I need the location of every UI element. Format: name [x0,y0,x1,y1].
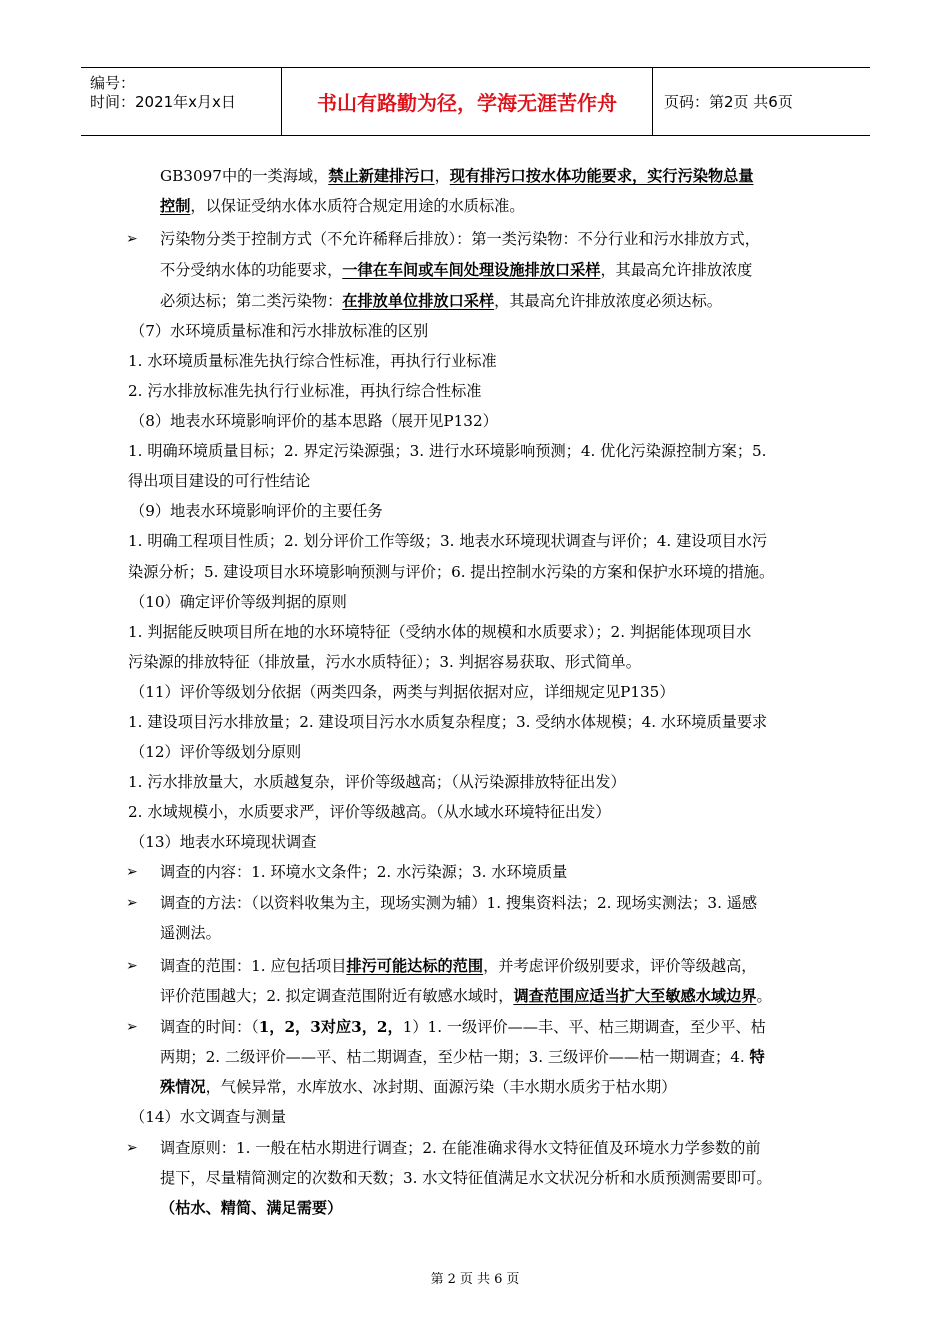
bullet-text: 调查原则：1. 一般在枯水期进行调查；2. 在能准确求得水文特征值及环境水力学参数的前 [160,1139,761,1157]
time-label: 时间：2021年x月x日 [90,93,236,111]
para-line: 提下，尽量精简测定的次数和天数；3. 水文特征值满足水文状况分析和水质预测需要即可。 [160,1169,772,1187]
para-line: 1. 建设项目污水排放量；2. 建设项目污水水质复杂程度；3. 受纳水体规模；4. 水环境质量要求 [128,713,768,731]
bullet-text: 污染物分类于控制方式（不允许稀释后排放）：第一类污染物：不分行业和污水排放方式， [160,230,760,248]
para-line: 1. 水环境质量标准先执行综合性标准，再执行行业标准 [128,352,497,370]
section-heading: （14）水文调查与测量 [130,1108,287,1126]
arrow-bullet-icon: ➢ [126,231,138,247]
arrow-bullet-icon: ➢ [126,1140,138,1156]
bullet-text: 调查的方法：（以资料收集为主，现场实测为辅）1. 搜集资料法；2. 现场实测法；3. 遥感 [160,894,758,912]
para-line: 1. 明确环境质量目标；2. 界定污染源强；3. 进行水环境影响预测；4. 优化污染源控制方案；5. [128,442,767,460]
arrow-bullet-icon: ➢ [126,1019,138,1035]
para-line: 必须达标；第二类污染物：在排放单位排放口采样，其最高允许排放浓度必须达标。 [160,292,722,310]
arrow-bullet-icon: ➢ [126,895,138,911]
section-heading: （8）地表水环境影响评价的基本思路（展开见P132） [130,412,498,430]
section-heading: （13）地表水环境现状调查 [130,833,317,851]
bullet-text: 调查的范围：1. 应包括项目排污可能达标的范围，并考虑评价级别要求，评价等级越高， [160,957,757,975]
para-line: 1. 判据能反映项目所在地的水环境特征（受纳水体的规模和水质要求）；2. 判据能体现项目水 [128,623,752,641]
emphasis: 特 [749,1048,765,1066]
section-heading: （9）地表水环境影响评价的主要任务 [130,502,383,520]
bullet-text: 调查的时间：（1，2，3对应3，2，1）1. 一级评价——丰、平、枯三期调查，至少平、枯 [160,1018,766,1036]
para-line: 殊情况，气候异常，水库放水、冰封期、面源污染（丰水期水质劣于枯水期） [160,1078,677,1096]
section-heading: （11）评价等级划分依据（两类四条，两类与判据依据对应，详细规定见P135） [130,683,675,701]
para-line: 评价范围越大；2. 拟定调查范围附近有敏感水域时，调查范围应适当扩大至敏感水域边界。 [160,987,772,1005]
section-heading: （10）确定评价等级判据的原则 [130,593,347,611]
para-line: 得出项目建设的可行性结论 [128,472,311,490]
para-line: 控制，以保证受纳水体水质符合规定用途的水质标准。 [160,197,525,215]
emphasis: 在排放单位排放口采样 [342,292,495,310]
page-header [81,67,870,136]
arrow-bullet-icon: ➢ [126,958,138,974]
section-heading: （12）评价等级划分原则 [130,743,302,761]
para-line: GB3097中的一类海域，禁止新建排污口，现有排污口按水体功能要求，实行污染物总量 [160,167,754,185]
para-line: 染源分析；5. 建设项目水环境影响预测与评价；6. 提出控制水污染的方案和保护水环境的措施。 [128,563,775,581]
emphasis: 控制 [160,197,191,215]
para-line: 1. 明确工程项目性质；2. 划分评价工作等级；3. 地表水环境现状调查与评价；4. 建设项目水污 [128,532,768,550]
para-line: 遥测法。 [160,924,221,942]
emphasis: 排污可能达标的范围 [346,957,484,975]
para-line: 1. 污水排放量大，水质越复杂，评价等级越高；（从污染源排放特征出发） [128,773,626,791]
para-line: （枯水、精简、满足需要） [160,1199,343,1217]
page-total: 6 [494,1272,503,1287]
emphasis: 一律在车间或车间处理设施排放口采样 [342,261,601,279]
para-line: 2. 污水排放标准先执行行业标准，再执行综合性标准 [128,382,482,400]
header-motto: 书山有路勤为径，学海无涯苦作舟 [281,68,653,135]
para-line: 不分受纳水体的功能要求，一律在车间或车间处理设施排放口采样，其最高允许排放浓度 [160,261,753,279]
serial-label: 编号： [90,74,136,92]
emphasis: 调查范围应适当扩大至敏感水域边界 [513,987,757,1005]
para-line: 污染源的排放特征（排放量，污水水质特征）；3. 判据容易获取、形式简单。 [128,653,641,671]
emphasis: 禁止新建排污口 [328,167,435,185]
page-number: 2 [447,1272,456,1287]
bullet-text: 调查的内容：1. 环境水文条件；2. 水污染源；3. 水环境质量 [160,863,568,881]
emphasis: 现有排污口按水体功能要求，实行污染物总量 [449,167,754,185]
section-heading: （7）水环境质量标准和污水排放标准的区别 [130,322,429,340]
page-footer: 第 2 页 共 6 页 [430,1272,520,1287]
header-page-info: 页码：第2页 共6页 [664,93,793,111]
para-line: 2. 水域规模小，水质要求严，评价等级越高。（从水域水环境特征出发） [128,803,611,821]
arrow-bullet-icon: ➢ [126,864,138,880]
emphasis: 1，2，3对应3，2， [258,1018,403,1036]
emphasis: 殊情况 [160,1078,206,1096]
para-line: 两期；2. 二级评价——平、枯二期调查，至少枯一期；3. 三级评价——枯一期调查；4. 特 [160,1048,765,1066]
header-meta [81,68,281,135]
